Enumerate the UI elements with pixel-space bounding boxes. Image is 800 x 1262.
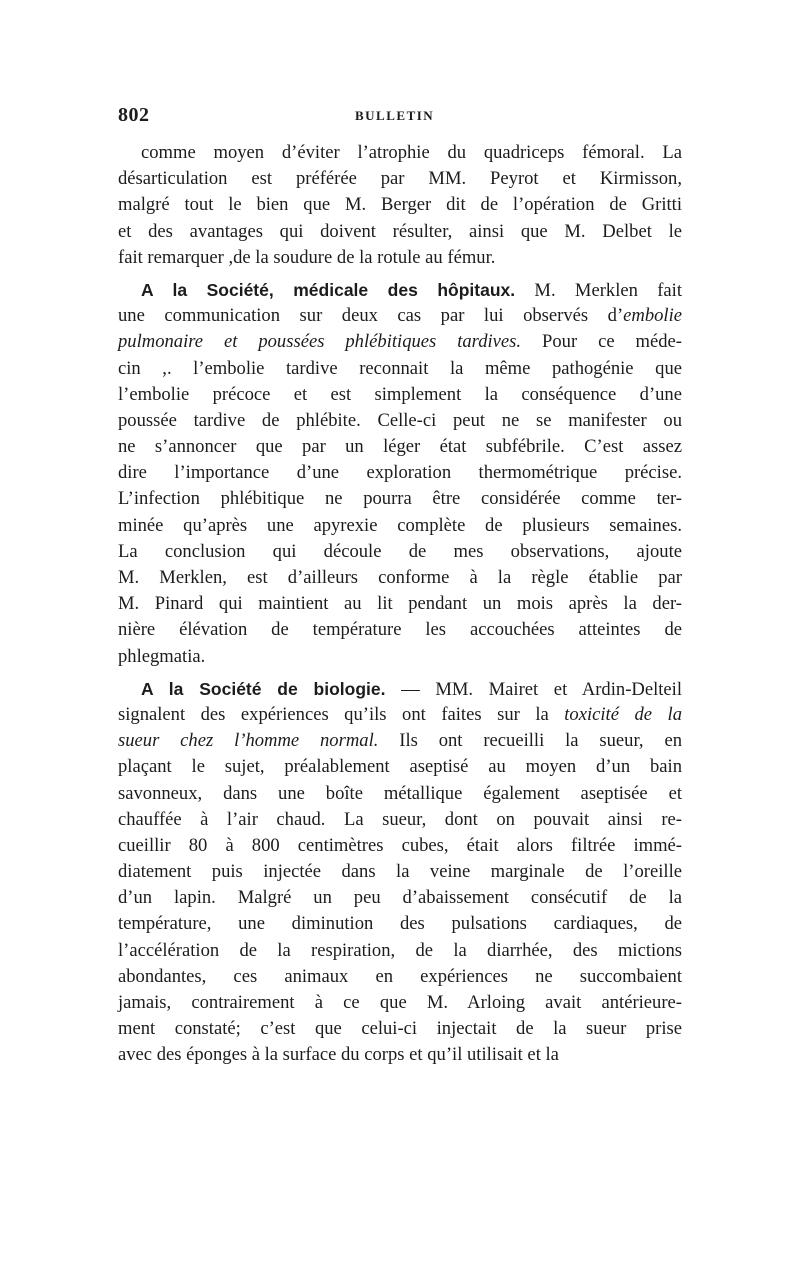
text-run: L’infection phlébitique ne pourra être considérée comme ter- <box>118 488 682 510</box>
text-line <box>118 676 682 702</box>
text-line <box>118 938 682 964</box>
text-line <box>118 382 682 408</box>
text-run: avec des éponges à la surface du corps et qu’il utilisait et la <box>118 1044 559 1066</box>
text-line <box>118 565 682 591</box>
text-line <box>118 166 682 192</box>
text-run: Pour ce méde- <box>521 331 682 353</box>
text-line <box>118 1016 682 1042</box>
italic-text: pulmonaire et poussées phlébitiques tardives. <box>118 331 522 353</box>
text-run: abondantes, ces animaux en expériences ne succombaient <box>118 965 682 987</box>
text-run: et des avantages qui doivent résulter, ainsi que M. Delbet le <box>118 220 682 242</box>
text-line <box>118 591 682 617</box>
text-line <box>118 192 682 218</box>
text-run: dire l’importance d’une exploration thermométrique précise. <box>118 462 682 484</box>
text-run: minée qu’après une apyrexie complète de plusieurs semaines. <box>118 514 682 536</box>
text-line <box>118 434 682 460</box>
text-run: M. Merklen fait <box>515 279 682 301</box>
text-run: ne s’annoncer que par un léger état subfébrile. C’est assez <box>118 436 682 458</box>
italic-text: embolie <box>623 305 682 327</box>
text-line <box>118 460 682 486</box>
text-line <box>118 754 682 780</box>
text-line <box>118 1042 682 1068</box>
text-run: l’accélération de la respiration, de la diarrhée, des mictions <box>118 939 682 961</box>
text-run: nière élévation de température les accouchées atteintes de <box>118 619 682 641</box>
text-run: diatement puis injectée dans la veine marginale de l’oreille <box>118 861 682 883</box>
text-line <box>118 859 682 885</box>
text-line <box>118 277 682 303</box>
text-run: une communication sur deux cas par lui observés d’ <box>118 305 624 327</box>
text-line <box>118 885 682 911</box>
paragraph <box>118 140 682 271</box>
running-head <box>118 104 682 140</box>
text-line <box>118 964 682 990</box>
text-line <box>118 617 682 643</box>
text-line <box>118 245 682 271</box>
running-title: BULLETIN <box>355 108 435 123</box>
text-run: La conclusion qui découle de mes observations, ajoute <box>118 540 682 562</box>
italic-text: sueur chez l’homme normal. <box>118 730 379 752</box>
page-number: 802 <box>118 104 150 126</box>
text-run: M. Pinard qui maintient au lit pendant un mois après la der- <box>118 593 682 615</box>
paragraph <box>118 676 682 1069</box>
text-line <box>118 140 682 166</box>
text-run: désarticulation est préférée par MM. Peyrot et Kirmisson, <box>118 168 682 190</box>
section-lead: A la Société de biologie. <box>141 678 386 699</box>
text-run: — MM. Mairet et Ardin-Delteil <box>385 678 682 700</box>
text-line <box>118 356 682 382</box>
text-run: Ils ont recueilli la sueur, en <box>378 730 682 752</box>
text-run: cin ,. l’embolie tardive reconnait la même pathogénie que <box>118 357 682 379</box>
text-line <box>118 486 682 512</box>
text-run: phlegmatia. <box>118 645 206 667</box>
text-line <box>118 781 682 807</box>
text-line <box>118 644 682 670</box>
paragraph <box>118 277 682 670</box>
text-line <box>118 539 682 565</box>
text-run: poussée tardive de phlébite. Celle-ci peut ne se manifester ou <box>118 409 682 431</box>
text-run: ment constaté; c’est que celui-ci injectait de la sueur prise <box>118 1018 682 1040</box>
text-run: savonneux, dans une boîte métallique également aseptisée et <box>118 782 682 804</box>
text-run: l’embolie précoce et est simplement la conséquence d’une <box>118 383 682 405</box>
text-line <box>118 702 682 728</box>
text-line <box>118 807 682 833</box>
text-run: d’un lapin. Malgré un peu d’abaissement consécutif de la <box>118 887 682 909</box>
text-line <box>118 911 682 937</box>
text-run: température, une diminution des pulsations cardiaques, de <box>118 913 682 935</box>
text-line <box>118 990 682 1016</box>
text-run: signalent des expériences qu’ils ont faites sur la <box>118 703 565 725</box>
text-run: cueillir 80 à 800 centimètres cubes, était alors filtrée immé- <box>118 834 682 856</box>
text-run: M. Merklen, est d’ailleurs conforme à la règle établie par <box>118 567 682 588</box>
text-run: jamais, contrairement à ce que M. Arloing avait antérieure- <box>118 992 682 1013</box>
text-line <box>118 833 682 859</box>
text-run: malgré tout le bien que M. Berger dit de l’opération de Gritti <box>118 194 682 216</box>
book-page <box>118 104 682 1069</box>
text-line <box>118 728 682 754</box>
italic-text: toxicité de la <box>564 703 682 725</box>
text-line <box>118 513 682 539</box>
text-line <box>118 329 682 355</box>
text-line <box>118 408 682 434</box>
text-line <box>118 219 682 245</box>
text-run: plaçant le sujet, préalablement aseptisé au moyen d’un bain <box>118 756 682 778</box>
text-run: chauffée à l’air chaud. La sueur, dont on pouvait ainsi re- <box>118 808 682 830</box>
body-text <box>118 140 682 1069</box>
text-line <box>118 303 682 329</box>
text-run: comme moyen d’éviter l’atrophie du quadriceps fémoral. La <box>141 142 682 163</box>
text-run: fait remarquer ,de la soudure de la rotule au fémur. <box>118 246 496 268</box>
section-lead: A la Société, médicale des hôpitaux. <box>141 279 516 300</box>
